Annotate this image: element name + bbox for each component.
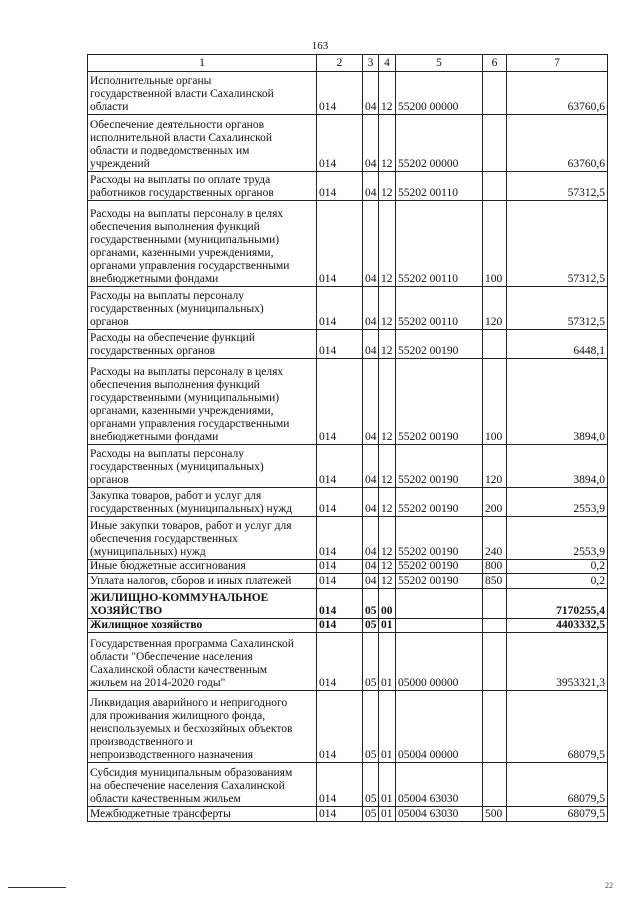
row-code-expense-type: 500 (483, 807, 507, 822)
table-row (88, 72, 608, 115)
row-code-ministry: 014 (317, 589, 363, 619)
row-name-cell: Обеспечение деятельности органов исполнительной власти Сахалинской области и подведомственных им учреждений (88, 115, 317, 172)
row-name-cell: Ликвидация аварийного и непригодного для проживания жилищного фонда, неиспользуемых и бесхозяйных объектов производственного и непроизводственного назначения (88, 691, 317, 763)
row-amount: 57312,5 (507, 201, 608, 287)
col-header-5: 5 (396, 55, 483, 72)
table-row (88, 115, 608, 172)
row-name-cell: Расходы на выплаты персоналу в целях обеспечения выполнения функций государственными (муниципальными) органами, казенными учреждениями, органами управления государственными внебюджетными фондами (88, 201, 317, 287)
row-code-target: 05004 00000 (396, 691, 483, 763)
row-code-ministry: 014 (317, 807, 363, 822)
row-name-cell: Расходы на выплаты персоналу государственных (муниципальных) органов (88, 445, 317, 488)
row-code-subsection: 12 (379, 172, 396, 201)
row-code-subsection: 12 (379, 445, 396, 488)
row-code-expense-type (483, 619, 507, 633)
row-code-section: 04 (363, 287, 379, 330)
row-code-ministry: 014 (317, 763, 363, 807)
row-code-subsection: 12 (379, 574, 396, 589)
row-code-subsection: 12 (379, 560, 396, 574)
row-name-cell: Субсидия муниципальным образованиям на обеспечение населения Сахалинской области качественным жильем (88, 763, 317, 807)
row-code-expense-type: 800 (483, 560, 507, 574)
table-row (88, 763, 608, 807)
row-code-expense-type: 100 (483, 359, 507, 445)
table-row (88, 691, 608, 763)
row-code-expense-type (483, 633, 507, 691)
row-code-target: 55202 00110 (396, 201, 483, 287)
row-code-section: 05 (363, 619, 379, 633)
row-code-subsection: 12 (379, 287, 396, 330)
table-body (88, 72, 608, 822)
row-code-subsection: 12 (379, 201, 396, 287)
row-code-expense-type (483, 72, 507, 115)
row-code-section: 05 (363, 633, 379, 691)
table-row (88, 589, 608, 619)
row-amount: 68079,5 (507, 691, 608, 763)
row-code-expense-type: 200 (483, 488, 507, 517)
row-amount: 0,2 (507, 560, 608, 574)
row-code-ministry: 014 (317, 115, 363, 172)
row-amount: 7170255,4 (507, 589, 608, 619)
row-code-subsection: 01 (379, 633, 396, 691)
row-amount: 63760,6 (507, 115, 608, 172)
table-row (88, 517, 608, 560)
row-code-ministry: 014 (317, 172, 363, 201)
row-code-section: 05 (363, 807, 379, 822)
row-name-cell: Иные бюджетные ассигнования (88, 560, 317, 574)
page-number: 163 (311, 40, 329, 52)
table-row (88, 359, 608, 445)
table-row (88, 172, 608, 201)
col-header-3: 3 (363, 55, 379, 72)
row-code-target: 55202 00190 (396, 574, 483, 589)
row-code-subsection: 12 (379, 517, 396, 560)
row-code-target: 05004 63030 (396, 807, 483, 822)
row-code-section: 04 (363, 359, 379, 445)
row-code-section: 04 (363, 574, 379, 589)
row-code-section: 05 (363, 691, 379, 763)
row-code-section: 04 (363, 445, 379, 488)
row-amount: 3894,0 (507, 445, 608, 488)
table-row (88, 633, 608, 691)
row-code-expense-type: 240 (483, 517, 507, 560)
row-code-section: 05 (363, 763, 379, 807)
row-code-target: 55202 00000 (396, 115, 483, 172)
row-name-cell: Расходы на выплаты персоналу в целях обеспечения выполнения функций государственными (муниципальными) органами, казенными учреждениями, органами управления государственными внебюджетными фондами (88, 359, 317, 445)
row-code-subsection: 12 (379, 72, 396, 115)
col-header-6: 6 (483, 55, 507, 72)
row-name-cell: Государственная программа Сахалинской области "Обеспечение населения Сахалинской области качественным жильем на 2014-2020 годы" (88, 633, 317, 691)
row-code-subsection: 12 (379, 488, 396, 517)
row-code-ministry: 014 (317, 633, 363, 691)
row-code-subsection: 00 (379, 589, 396, 619)
row-amount: 68079,5 (507, 763, 608, 807)
budget-table (87, 54, 608, 822)
row-code-subsection: 01 (379, 691, 396, 763)
row-code-expense-type (483, 691, 507, 763)
row-code-target: 05000 00000 (396, 633, 483, 691)
row-code-expense-type (483, 763, 507, 807)
row-code-section: 05 (363, 589, 379, 619)
row-code-section: 04 (363, 330, 379, 359)
row-amount: 6448,1 (507, 330, 608, 359)
row-code-subsection: 12 (379, 330, 396, 359)
row-code-subsection: 01 (379, 763, 396, 807)
row-code-expense-type (483, 115, 507, 172)
row-name-cell: Расходы на выплаты по оплате труда работников государственных органов (88, 172, 317, 201)
row-name-cell: Расходы на выплаты персоналу государственных (муниципальных) органов (88, 287, 317, 330)
row-code-section: 04 (363, 488, 379, 517)
row-amount: 3894,0 (507, 359, 608, 445)
row-code-target: 55200 00000 (396, 72, 483, 115)
row-code-section: 04 (363, 172, 379, 201)
row-code-section: 04 (363, 517, 379, 560)
row-amount: 57312,5 (507, 172, 608, 201)
row-code-target: 55202 00190 (396, 445, 483, 488)
row-code-target: 55202 00190 (396, 359, 483, 445)
row-name-cell: Расходы на обеспечение функций государственных органов (88, 330, 317, 359)
row-code-subsection: 01 (379, 619, 396, 633)
row-code-expense-type (483, 330, 507, 359)
row-code-section: 04 (363, 201, 379, 287)
row-code-expense-type (483, 589, 507, 619)
row-name-cell: Жилищное хозяйство (88, 619, 317, 633)
row-amount: 2553,9 (507, 488, 608, 517)
table-row (88, 330, 608, 359)
row-code-target: 55202 00190 (396, 330, 483, 359)
row-code-target: 05004 63030 (396, 763, 483, 807)
row-code-target: 55202 00110 (396, 287, 483, 330)
col-header-4: 4 (379, 55, 396, 72)
row-code-subsection: 12 (379, 115, 396, 172)
row-code-expense-type (483, 172, 507, 201)
row-name-cell: ЖИЛИЩНО-КОММУНАЛЬНОЕ ХОЗЯЙСТВО (88, 589, 317, 619)
row-code-section: 04 (363, 72, 379, 115)
row-code-subsection: 12 (379, 359, 396, 445)
row-code-ministry: 014 (317, 201, 363, 287)
row-code-target: 55202 00190 (396, 488, 483, 517)
row-code-expense-type: 120 (483, 445, 507, 488)
row-amount: 68079,5 (507, 807, 608, 822)
row-code-ministry: 014 (317, 72, 363, 115)
row-code-target: 55202 00190 (396, 517, 483, 560)
row-amount: 0,2 (507, 574, 608, 589)
row-code-expense-type: 850 (483, 574, 507, 589)
row-code-ministry: 014 (317, 560, 363, 574)
row-code-target: 55202 00190 (396, 560, 483, 574)
row-name-cell: Межбюджетные трансферты (88, 807, 317, 822)
row-code-expense-type: 120 (483, 287, 507, 330)
table-row (88, 445, 608, 488)
row-code-ministry: 014 (317, 619, 363, 633)
footer-mark: 22 (605, 881, 613, 890)
row-name-cell: Закупка товаров, работ и услуг для государственных (муниципальных) нужд (88, 488, 317, 517)
table-row (88, 807, 608, 822)
row-code-ministry: 014 (317, 691, 363, 763)
row-code-ministry: 014 (317, 574, 363, 589)
row-amount: 3953321,3 (507, 633, 608, 691)
row-code-ministry: 014 (317, 287, 363, 330)
row-amount: 2553,9 (507, 517, 608, 560)
table-row (88, 201, 608, 287)
row-name-cell: Иные закупки товаров, работ и услуг для обеспечения государственных (муниципальных) нужд (88, 517, 317, 560)
col-header-1: 1 (88, 55, 317, 72)
row-amount: 63760,6 (507, 72, 608, 115)
row-code-ministry: 014 (317, 359, 363, 445)
table-row (88, 619, 608, 633)
row-code-section: 04 (363, 115, 379, 172)
row-name-cell: Уплата налогов, сборов и иных платежей (88, 574, 317, 589)
row-code-ministry: 014 (317, 445, 363, 488)
row-code-ministry: 014 (317, 330, 363, 359)
row-code-ministry: 014 (317, 488, 363, 517)
col-header-7: 7 (507, 55, 608, 72)
table-row (88, 560, 608, 574)
row-code-subsection: 01 (379, 807, 396, 822)
row-code-target: 55202 00110 (396, 172, 483, 201)
table-row (88, 287, 608, 330)
row-code-section: 04 (363, 560, 379, 574)
table-row (88, 488, 608, 517)
header-row (88, 55, 608, 72)
table-row (88, 574, 608, 589)
row-name-cell: Исполнительные органы государственной власти Сахалинской области (88, 72, 317, 115)
row-code-expense-type: 100 (483, 201, 507, 287)
footer-rule (8, 887, 66, 888)
table-header (88, 55, 608, 72)
row-code-target (396, 589, 483, 619)
col-header-2: 2 (317, 55, 363, 72)
row-amount: 4403332,5 (507, 619, 608, 633)
row-amount: 57312,5 (507, 287, 608, 330)
row-code-target (396, 619, 483, 633)
row-code-ministry: 014 (317, 517, 363, 560)
